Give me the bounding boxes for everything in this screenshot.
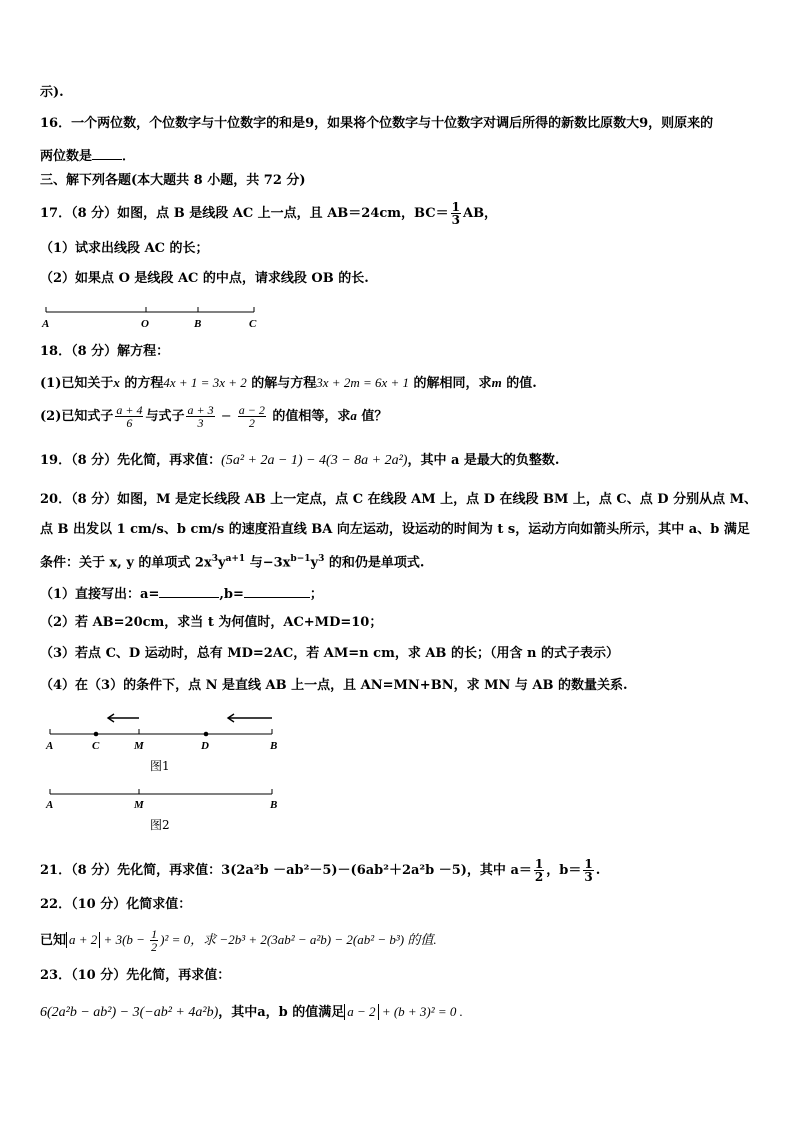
fig1-label-a: A xyxy=(46,740,54,752)
q20-p1-c: ； xyxy=(309,587,323,602)
q20-line1: 20．（8 分）如图，M 是定长线段 AB 上一定点，点 C 在线段 AM 上，点 D 在线段 BM 上，点 C、点 D 分别从点 M、 xyxy=(40,492,758,507)
q21-stem-a: 21．（8 分）先化简，再求值：3(2a²b －ab²－5)－(6ab²＋2a²b －5)，其中 a＝ xyxy=(40,863,532,878)
q20-part2: （2）若 AB=20cm，求当 t 为何值时，AC+MD=10； xyxy=(40,615,383,630)
q18-minus: − xyxy=(216,409,236,424)
q20-line3 xyxy=(40,550,424,572)
q18-fraction-1 xyxy=(115,404,143,429)
q21-stem xyxy=(40,858,600,883)
q18-var-m: m xyxy=(491,375,502,390)
q17-fraction xyxy=(451,201,461,226)
q19-expression: (5a² + 2a − 1) − 4(3 − 8a + 2a²) xyxy=(221,453,408,468)
q23-abs-value: a − 2 xyxy=(344,1004,378,1020)
q18-var-x: x xyxy=(113,375,120,390)
fig2-label-a: A xyxy=(46,799,54,811)
fig2-caption: 图2 xyxy=(150,818,170,832)
q18-p1-b: 的方程 xyxy=(119,376,164,391)
q23-expression: 6(2a²b − ab²) − 3(−ab² + 4a²b) xyxy=(40,1005,219,1020)
fig2-label-b: B xyxy=(270,799,278,811)
q20-sup-4: 3 xyxy=(318,554,325,564)
q20-l3-a: 条件：关于 x, y 的单项式 2x xyxy=(40,555,212,571)
q18-fraction-3 xyxy=(238,404,266,429)
q19-stem-b: ，其中 a 是最大的负整数. xyxy=(407,453,560,468)
q16-text: 两位数是 xyxy=(40,149,93,164)
q17-stem xyxy=(40,201,497,226)
q17-frac-num: 1 xyxy=(451,200,460,214)
q20-blank-a xyxy=(159,584,219,598)
q21-f2-den: 3 xyxy=(584,870,593,884)
fig1-label-c: C xyxy=(92,740,100,752)
q18-p2-a: (2)已知式子 xyxy=(40,409,114,424)
q17-label-o: O xyxy=(141,318,149,330)
q20-l3-b: y xyxy=(218,555,226,571)
q20-part4: （4）在（3）的条件下，点 N 是直线 AB 上一点，且 AN=MN+BN，求 MN 与 AB 的数量关系. xyxy=(40,678,628,693)
q21-f1-num: 1 xyxy=(534,857,544,871)
q21-f2-num: 1 xyxy=(584,857,593,871)
q22-abs-value: a + 2 xyxy=(66,932,100,948)
q20-figure-2 xyxy=(0,778,300,834)
q23-cond-c: + (b + 3)² = 0 . xyxy=(378,1004,463,1019)
q17-label-a: A xyxy=(42,318,50,330)
q18-part1 xyxy=(40,374,537,393)
q17-part1: （1）试求出线段 AC 的长； xyxy=(40,241,209,256)
q18-p2-b: 与式子 xyxy=(145,409,185,424)
q18-part2 xyxy=(40,404,387,429)
q21-f1-den: 2 xyxy=(534,870,544,884)
q20-p1-b: ,b= xyxy=(219,587,244,602)
q17-stem-b: AB， xyxy=(462,206,498,221)
q21-stem-b: ，b＝ xyxy=(546,863,582,878)
q22-cond-b: + 3(b − xyxy=(100,932,149,947)
fig2-label-m: M xyxy=(134,799,144,811)
q18-f2-num: a + 3 xyxy=(187,403,214,417)
q20-sup-2: a+1 xyxy=(225,554,246,564)
q20-sup-3: b−1 xyxy=(290,554,311,564)
q21-stem-c: . xyxy=(595,863,601,878)
q18-fraction-2 xyxy=(186,404,214,429)
q20-l3-c: 与−3x xyxy=(245,555,291,571)
q20-part3: （3）若点 C、D 运动时，总有 MD=2AC，若 AM=n cm，求 AB 的长；（用含 n 的式子表示） xyxy=(40,646,619,661)
q20-p1-a: （1）直接写出：a= xyxy=(40,587,160,602)
q22-condition xyxy=(40,928,437,953)
arrow-left-icon xyxy=(108,714,139,722)
q16-end: ． xyxy=(122,149,136,164)
fig1-label-b: B xyxy=(270,740,278,752)
q18-f1-num: a + 4 xyxy=(116,403,143,417)
arrow-left-icon xyxy=(228,714,272,722)
q19-stem-a: 19．（8 分）先化简，再求值： xyxy=(40,453,222,468)
q21-fraction-b xyxy=(583,858,593,883)
q22-fraction xyxy=(150,928,158,953)
q18-p1-e: 的值. xyxy=(501,376,537,391)
q22-stem: 22．（10 分）化简求值： xyxy=(40,897,192,912)
q18-f3-den: 2 xyxy=(248,416,255,430)
q18-f1-den: 6 xyxy=(126,416,133,430)
q20-l3-d: y xyxy=(310,555,319,571)
q16-answer-blank xyxy=(92,146,122,160)
q17-stem-a: 17．（8 分）如图，点 B 是线段 AC 上一点，且 AB＝24cm，BC＝ xyxy=(40,206,449,221)
q20-line2: 点 B 出发以 1 cm/s、b cm/s 的速度沿直线 BA 向左运动，设运动的时间为 t s，运动方向如箭头所示，其中 a、b 满足 xyxy=(40,522,750,537)
q16-line2 xyxy=(40,146,135,166)
q18-equation-1: 4x + 1 = 3x + 2 xyxy=(163,375,247,390)
fig1-label-m: M xyxy=(134,740,144,752)
q20-blank-b xyxy=(244,584,310,598)
q18-p1-a: (1)已知关于 xyxy=(40,376,114,391)
q17-label-c: C xyxy=(249,318,257,330)
q20-l3-e: 的和仍是单项式. xyxy=(324,555,425,571)
q23-text: ，其中a，b 的值满足 xyxy=(218,1005,345,1020)
section-3-heading: 三、解下列各题(本大题共 8 小题，共 72 分) xyxy=(40,173,306,188)
fig1-caption: 图1 xyxy=(150,759,170,773)
q18-f2-den: 3 xyxy=(197,416,204,430)
q17-label-b: B xyxy=(194,318,202,330)
q19-stem xyxy=(40,452,559,470)
q22-cond-c: )² = 0，求 −2b³ + 2(3ab² − a²b) − 2(ab² − b³) 的值. xyxy=(160,932,437,947)
q18-stem: 18．（8 分）解方程： xyxy=(40,344,170,359)
q20-part1 xyxy=(40,584,323,604)
q22-frac-num: 1 xyxy=(151,927,158,941)
q18-p2-d: 值？ xyxy=(356,409,388,424)
q23-expression-line xyxy=(40,1003,463,1022)
q18-equation-2: 3x + 2m = 6x + 1 xyxy=(316,375,410,390)
q18-p1-c: 的解与方程 xyxy=(246,376,317,391)
q22-frac-den: 2 xyxy=(151,940,158,954)
q21-fraction-a xyxy=(534,858,544,883)
q22-cond-a: 已知 xyxy=(40,933,67,948)
top-fragment: 示). xyxy=(40,85,64,100)
q16-line1: 16．一个两位数，个位数字与十位数字的和是9，如果将个位数字与十位数字对调后所得的新数比原数大9，则原来的 xyxy=(40,116,714,131)
q18-p2-c: 的值相等，求 xyxy=(267,409,351,424)
q20-sup-1: 3 xyxy=(211,554,218,564)
q18-var-a: a xyxy=(350,408,357,423)
q23-stem: 23．（10 分）先化简，再求值： xyxy=(40,968,231,983)
q17-frac-den: 3 xyxy=(451,213,460,227)
q18-p1-d: 的解相同，求 xyxy=(409,376,492,391)
q18-f3-num: a − 2 xyxy=(238,403,265,417)
q17-part2: （2）如果点 O 是线段 AC 的中点，请求线段 OB 的长. xyxy=(40,271,369,286)
q20-figure-1 xyxy=(0,706,300,776)
fig1-label-d: D xyxy=(201,740,209,752)
q17-figure xyxy=(0,300,300,332)
